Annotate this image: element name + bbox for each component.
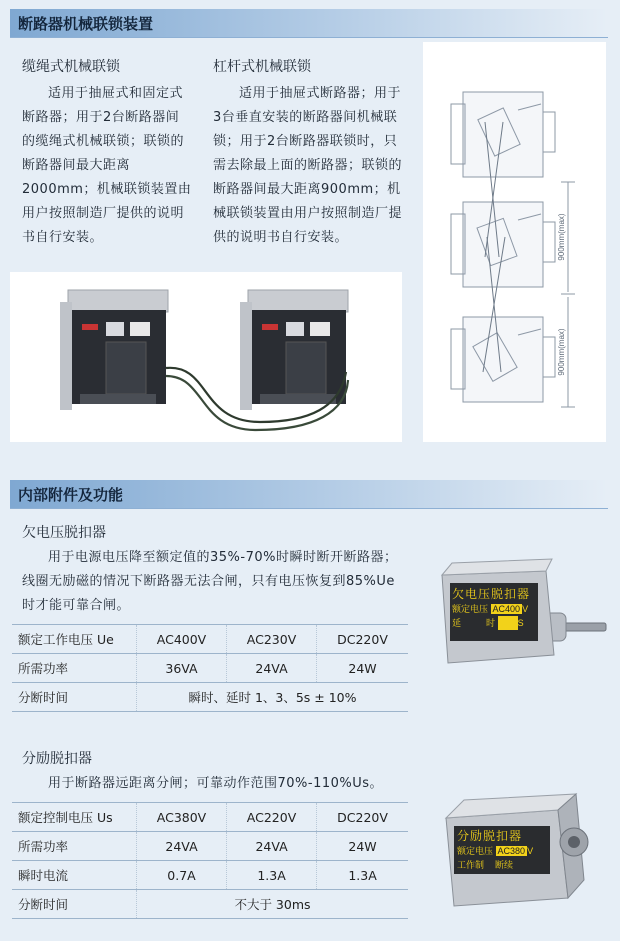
undervoltage-text: 用于电源电压降至额定值的35%-70%时瞬时断开断路器；线圈无励磁的情况下断路器无法合闸，只有电压恢复到85%Ue时才能可靠合闸。: [22, 550, 398, 613]
table-cell: 24W: [317, 654, 408, 683]
table-cell: DC220V: [317, 803, 408, 832]
table-cell: 24W: [317, 832, 408, 861]
section-header-interlock: [10, 9, 608, 38]
breaker-right-icon: [240, 290, 348, 410]
table-cell: 所需功率: [12, 654, 137, 683]
table-cell: 0.7A: [137, 861, 227, 890]
table-cell: DC220V: [317, 625, 408, 654]
table-cell: AC230V: [227, 625, 317, 654]
table-row: [12, 890, 408, 919]
table-cell: 24VA: [137, 832, 227, 861]
lever-interlock-title: 杠杆式机械联锁: [213, 59, 311, 75]
table-row: [12, 625, 408, 654]
table-row: [12, 832, 408, 861]
table-cell: AC400V: [137, 625, 227, 654]
lever-interlock-diagram: [423, 42, 606, 442]
device-rating-label: 额定电压: [457, 846, 494, 856]
shunt-title: 分励脱扣器: [22, 751, 92, 767]
device-delay-label-b: 时: [486, 618, 496, 628]
diagram-drawing: [423, 42, 606, 442]
table-cell: 瞬时电流: [12, 861, 137, 890]
device-name: 分励脱扣器: [457, 829, 523, 843]
table-cell: 额定控制电压 Us: [12, 803, 137, 832]
undervoltage-device-label: [452, 587, 538, 630]
device-rating-value: AC380: [497, 846, 526, 856]
table-cell: 不大于 30ms: [137, 890, 409, 919]
dimension-label-upper: 900mm(max): [557, 213, 566, 261]
lever-interlock-text: 适用于抽屉式断路器；用于3台垂直安装的断路器间机械联锁；用于2台断路器联锁时，只需去除最上面的断路器；联锁的断路器间最大距离900mm；机械联锁装置由用户按照制造厂提供的说明书自行安装。: [213, 86, 403, 245]
device-rating-value: AC400: [492, 604, 521, 614]
table-row: [12, 683, 408, 712]
table-cell: 1.3A: [227, 861, 317, 890]
shunt-device-label: [457, 829, 551, 872]
table-cell: 36VA: [137, 654, 227, 683]
breaker-left-icon: [60, 290, 168, 410]
table-cell: AC220V: [227, 803, 317, 832]
device-name: 欠电压脱扣器: [452, 587, 531, 601]
table-cell: 额定工作电压 Ue: [12, 625, 137, 654]
table-cell: 瞬时、延时 1、3、5s ± 10%: [137, 683, 409, 712]
table-cell: 所需功率: [12, 832, 137, 861]
device-duty-value: 断续: [495, 860, 514, 870]
undervoltage-device: [420, 555, 610, 700]
table-cell: 分断时间: [12, 683, 137, 712]
device-rating-unit: V: [522, 604, 529, 614]
cable-interlock-photo: [10, 272, 402, 442]
undervoltage-table: [12, 624, 408, 712]
dimension-label-lower: 900mm(max): [557, 328, 566, 376]
cable-interlock-title: 缆绳式机械联锁: [22, 59, 120, 75]
cable-interlock-text: 适用于抽屉式和固定式断路器；用于2台断路器间的缆绳式机械联锁；联锁的断路器间最大距离2000mm；机械联锁装置由用户按照制造厂提供的说明书自行安装。: [22, 86, 192, 245]
breakers-illustration: [10, 272, 402, 442]
table-cell: 24VA: [227, 654, 317, 683]
section-title: 内部附件及功能: [18, 486, 124, 504]
section-header-accessories: [10, 480, 608, 509]
shunt-table: [12, 802, 408, 919]
table-row: [12, 654, 408, 683]
undervoltage-title: 欠电压脱扣器: [22, 525, 106, 541]
table-cell: 24VA: [227, 832, 317, 861]
table-row: [12, 803, 408, 832]
device-rating-unit: V: [527, 846, 534, 856]
table-cell: AC380V: [137, 803, 227, 832]
shunt-device: [430, 780, 610, 930]
device-duty-label: 工作制: [457, 860, 485, 870]
section-title: 断路器机械联锁装置: [18, 15, 154, 33]
device-rating-label: 额定电压: [452, 604, 489, 614]
shunt-text: 用于断路器远距离分闸；可靠动作范围70%-110%Us。: [48, 776, 384, 791]
table-row: [12, 861, 408, 890]
device-delay-unit: S: [517, 618, 524, 628]
device-delay-label-a: 延: [452, 618, 462, 628]
table-cell: 1.3A: [317, 861, 408, 890]
table-cell: 分断时间: [12, 890, 137, 919]
